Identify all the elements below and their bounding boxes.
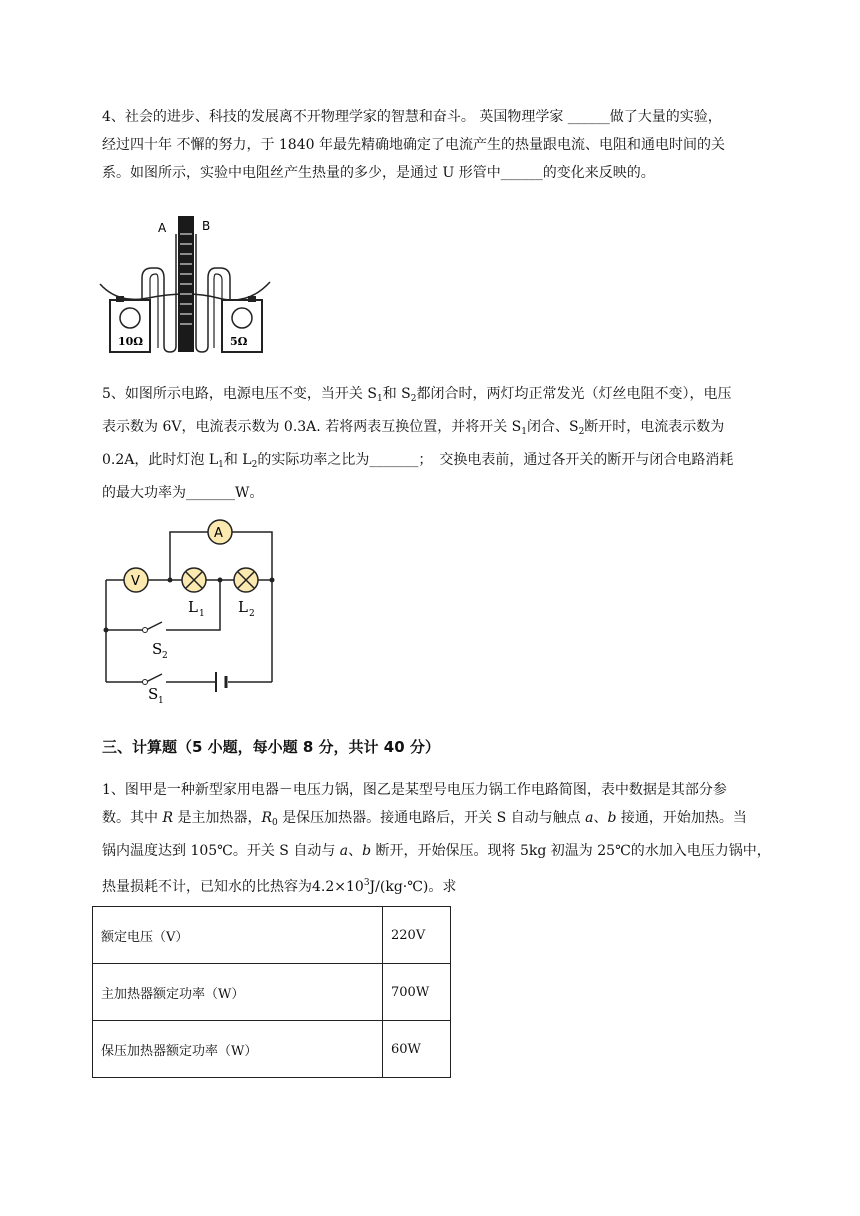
table-cell-value: 60W: [383, 1021, 451, 1078]
svg-text:2: 2: [162, 651, 168, 661]
circuit-figure: [100, 516, 280, 708]
lamp-l1-icon: [182, 568, 206, 592]
q4-line-1: 4、社会的进步、科技的发展离不开物理学家的智慧和奋斗。 英国物理学家 ______做了大量的实验，: [102, 109, 722, 125]
q5-line-4: 的最大功率为_______W。: [102, 485, 264, 501]
table-cell-value: 220V: [383, 907, 451, 964]
q4-line-3: 系。如图所示，实验中电阻丝产生热量的多少，是通过 U 形管中______的变化来反映的。: [102, 165, 655, 181]
table-row: [93, 1021, 451, 1078]
lamp-l2-label: L: [238, 598, 248, 616]
table-cell-label: 主加热器额定功率（W）: [93, 964, 383, 1021]
ammeter-label: A: [214, 526, 223, 541]
table-cell-value: 700W: [383, 964, 451, 1021]
svg-text:1: 1: [158, 696, 164, 706]
q5-line-1: 5、如图所示电路，电源电压不变，当开关 $S_1$和 $S_2$都闭合时，两灯均正常发光（灯丝电阻不变），电压: [102, 386, 732, 404]
svg-text:2: 2: [249, 609, 255, 619]
switch-s1-label: S: [148, 685, 159, 703]
table-row: [93, 964, 451, 1021]
resistor-label-right: 5Ω: [230, 335, 248, 348]
c1-line-4: 热量损耗不计，已知水的比热容为$4.2\times 10^3J/(kg\cdot℃)$。求: [102, 878, 457, 895]
c1-line-2: 数。其中 R 是主加热器，$R_0$ 是保压加热器。接通电路后，开关 S 自动与触点 a、b 接通，开始加热。当: [102, 810, 747, 828]
q4-line-2: 经过四十年 不懈的努力，于 1840 年最先精确地确定了电流产生的热量跟电流、电阻和通电时间的关: [102, 137, 725, 153]
lamp-l1-label: L: [188, 598, 198, 616]
q5-line-3: 0.2A，此时灯泡 $L_1$和 $L_2$的实际功率之比为_______； 交换电表前，通过各开关的断开与闭合电路消耗: [102, 452, 734, 470]
svg-text:1: 1: [199, 609, 205, 619]
resistor-label-left: 10Ω: [118, 335, 144, 348]
tube-label-a: A: [158, 221, 167, 235]
table-cell-label: 保压加热器额定功率（W）: [93, 1021, 383, 1078]
table-cell-label: 额定电压（V）: [93, 907, 383, 964]
c1-line-3: 锅内温度达到 105℃。开关 S 自动与 a、b 断开，开始保压。现将 5kg 初温为 25℃的水加入电压力锅中，: [102, 843, 771, 859]
c1-line-1: 1、图甲是一种新型家用电器－电压力锅，图乙是某型号电压力锅工作电路简图，表中数据是其部分参: [102, 782, 727, 798]
calc-question-1: [102, 776, 802, 901]
switch-s2-label: S: [152, 640, 163, 658]
u-tube-figure: [98, 214, 278, 356]
section-title: 三、计算题（5 小题，每小题 8 分，共计 40 分）: [102, 738, 440, 756]
tube-label-b: B: [202, 219, 211, 233]
parameter-table: [92, 906, 451, 1078]
q5-line-2: 表示数为 6V，电流表示数为 0.3A. 若将两表互换位置，并将开关 $S_1$闭合、$S_2$断开时，电流表示数为: [102, 419, 725, 437]
table-row: [93, 907, 451, 964]
lamp-l2-icon: [234, 568, 258, 592]
question-4: [102, 103, 802, 187]
question-5: [102, 380, 802, 507]
voltmeter-label: V: [131, 574, 140, 589]
